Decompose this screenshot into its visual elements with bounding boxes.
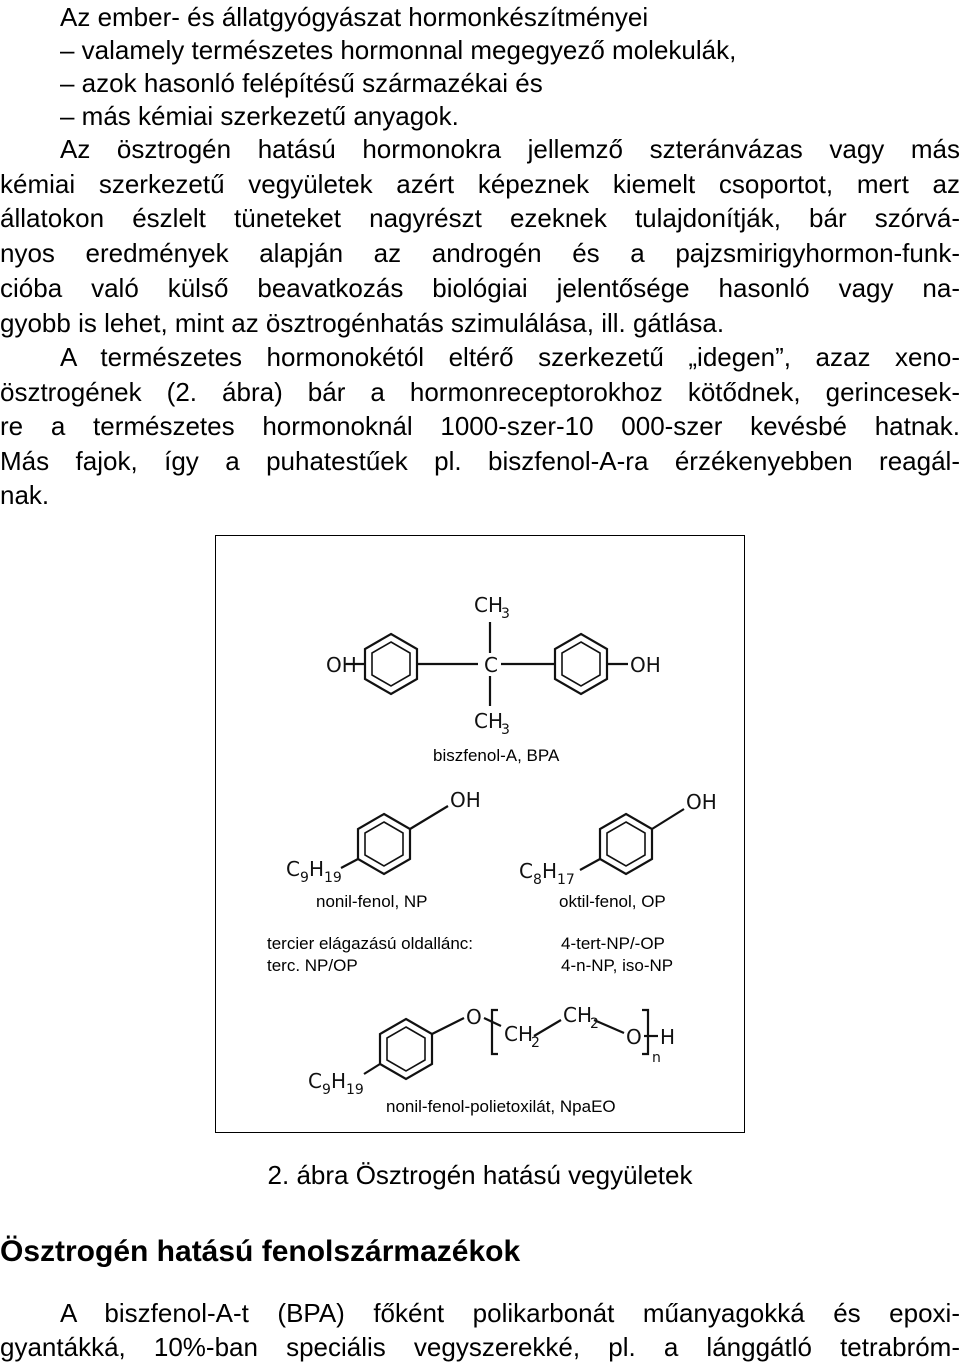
npeo-bracket-right [642, 1010, 648, 1054]
npeo-c9: C [308, 1069, 322, 1093]
paragraph-line: nak. [0, 480, 50, 510]
bpa-right-ring-inner [562, 642, 600, 686]
structures-drawing [216, 536, 746, 1134]
npeo-sub2-b: 2 [590, 1016, 599, 1032]
paragraph-line: A természetes hormonokétól eltérő szerkezetű „idegen”, azaz xeno- [60, 342, 960, 372]
variant-label: 4-n-NP, iso-NP [561, 956, 674, 975]
bpa-ch3-top-sub: 3 [501, 606, 510, 622]
np-sub9: 9 [300, 870, 309, 886]
np-h19: H [309, 857, 325, 881]
npeo-n: n [652, 1050, 661, 1066]
npeo-sub19: 19 [346, 1082, 364, 1098]
paragraph-line: nyos eredmények alapján az androgén és a pajzsmirigyhormon-funk- [0, 238, 960, 268]
bpa-center-c: C [484, 653, 498, 677]
paragraph-line: A biszfenol-A-t (BPA) főként polikarbonát műanyagokká és epoxi- [60, 1298, 960, 1328]
paragraph-line: cióba való külső beavatkozás biológiai jelentősége hasonló vagy na- [0, 273, 960, 303]
paragraph-line: kémiai szerkezetű vegyületek azért képeznek kiemelt csoportot, mert az [0, 169, 960, 199]
npeo-h: H [660, 1025, 676, 1049]
bpa-oh-left: OH [326, 653, 357, 677]
figure-chemical-structures [215, 535, 745, 1133]
bpa-label: biszfenol-A, BPA [433, 746, 560, 765]
intro-title: Az ember- és állatgyógyászat hormonkészítményei [60, 2, 649, 32]
np-oh-bond [410, 806, 448, 829]
npeo-o-bond [432, 1018, 464, 1034]
paragraph-line: gyantákká, 10%-ban speciális vegyszerekké, pl. a lánggátló tetrabróm- [0, 1332, 960, 1362]
figure-caption: 2. ábra Ösztrogén hatású vegyületek [267, 1160, 693, 1190]
op-sub8: 8 [533, 872, 542, 888]
op-sub17: 17 [557, 872, 575, 888]
op-chain-bond [580, 859, 600, 870]
npeo-sub9: 9 [322, 1082, 331, 1098]
tert-np-op-label: terc. NP/OP [267, 956, 358, 975]
npeo-bond-2 [534, 1020, 561, 1036]
npeo-chain-bond [364, 1064, 380, 1074]
paragraph-line: állatokon észlelt tüneteket nagyrészt ezeknek tulajdonítják, bár szórvá- [0, 203, 960, 233]
paragraph-line: ösztrogének (2. ábra) bár a hormonreceptorokhoz kötődnek, gerincesek- [0, 377, 960, 407]
np-chain-bond [341, 859, 358, 868]
op-c8: C [519, 859, 533, 883]
npeo-label: nonil-fenol-polietoxilát, NpaEO [386, 1097, 616, 1116]
intro-item: – valamely természetes hormonnal megegyező molekulák, [60, 35, 737, 65]
paragraph-line: gyobb is lehet, mint az ösztrogénhatás szimulálása, ill. gátlása. [0, 308, 725, 338]
op-ring-inner [607, 822, 645, 866]
npeo-o2: O [626, 1025, 642, 1049]
npeo-h19: H [331, 1069, 347, 1093]
variant-label: 4-tert-NP/-OP [561, 934, 665, 953]
section-heading: Ösztrogén hatású fenolszármazékok [0, 1235, 521, 1268]
npeo-sub2-a: 2 [531, 1035, 540, 1051]
np-c9: C [286, 857, 300, 881]
npeo-ch-b: CH [563, 1003, 593, 1027]
np-sub19: 19 [324, 870, 342, 886]
npeo-bracket-left [492, 1010, 498, 1054]
bpa-ch3-bottom-sub: 3 [501, 722, 510, 738]
op-oh: OH [686, 790, 717, 814]
op-label: oktil-fenol, OP [559, 892, 666, 911]
paragraph-line: Az ösztrogén hatású hormonokra jellemző szteránvázas vagy más [60, 134, 960, 164]
intro-item: – azok hasonló felépítésű származékai és [60, 68, 543, 98]
bpa-oh-right: OH [630, 653, 661, 677]
paragraph-line: re a természetes hormonoknál 1000-szer-10 000-szer kevésbé hatnak. [0, 411, 960, 441]
np-oh: OH [450, 788, 481, 812]
bpa-left-ring-inner [372, 642, 410, 686]
npeo-ring-inner [387, 1027, 425, 1071]
bpa-ch-top: CH [474, 593, 504, 617]
op-h17: H [542, 859, 558, 883]
op-oh-bond [652, 809, 684, 829]
np-ring-inner [365, 822, 403, 866]
intro-item: – más kémiai szerkezetű anyagok. [60, 101, 459, 131]
npeo-ch-a: CH [504, 1022, 534, 1046]
bpa-ch-bottom: CH [474, 709, 504, 733]
np-label: nonil-fenol, NP [316, 892, 428, 911]
paragraph-line: Más fajok, így a puhatestűek pl. biszfenol-A-ra érzékenyebben reagál- [0, 446, 960, 476]
npeo-o1: O [466, 1005, 482, 1029]
tert-chain-label: tercier elágazású oldallánc: [267, 934, 474, 953]
